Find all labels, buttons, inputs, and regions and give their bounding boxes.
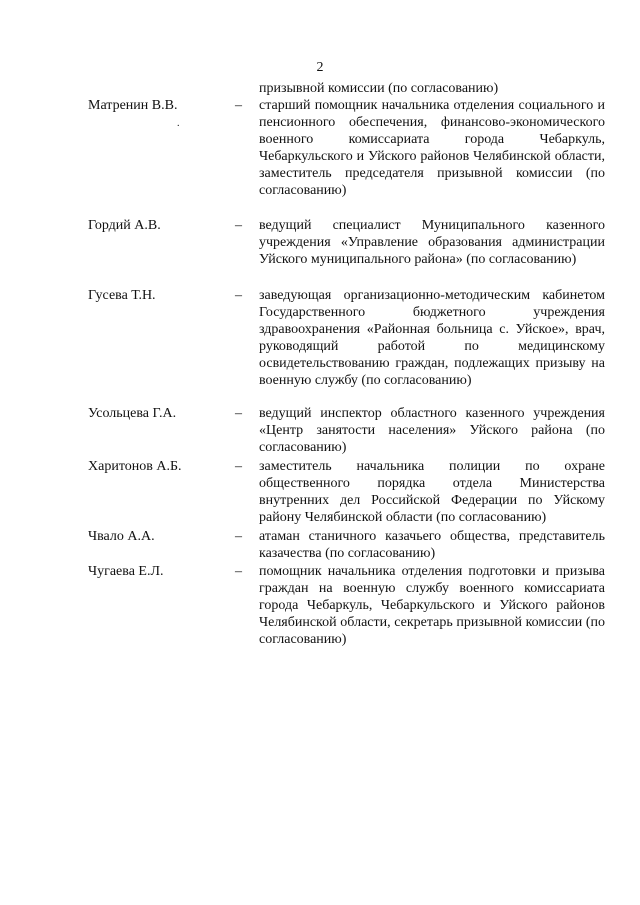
member-description: ведущий инспектор областного казенного учреждения «Центр занятости населения» Уйского района (по согласованию)	[259, 406, 605, 455]
member-name: Усольцева Г.А.	[88, 406, 177, 421]
member-description: заместитель начальника полиции по охране общественного порядка отдела Министерства внутренних дел Российской Федерации по Уйскому району Челябинской области (по согласованию)	[259, 459, 605, 525]
stray-dot: .	[177, 118, 180, 129]
member-name: Харитонов А.Б.	[88, 459, 182, 474]
member-description: старший помощник начальника отделения социального и пенсионного обеспечения, финансово-экономического военного комиссариата города Чебаркуль, Чебаркульского и Уйского районов Челябинской области, заместитель председателя призывной комиссии (по согласованию)	[259, 98, 605, 198]
member-name: Чугаева Е.Л.	[88, 564, 164, 579]
member-name: Матренин В.В.	[88, 98, 178, 113]
member-dash: –	[235, 564, 242, 579]
member-description: атаман станичного казачьего общества, представитель казачества (по согласованию)	[259, 529, 605, 561]
member-dash: –	[235, 98, 242, 113]
member-dash: –	[235, 406, 242, 421]
intro-text: призывной комиссии (по согласованию)	[259, 81, 499, 96]
member-dash: –	[235, 288, 242, 303]
member-dash: –	[235, 529, 242, 544]
member-dash: –	[235, 218, 242, 233]
page-number: 2	[316, 60, 324, 75]
member-description: заведующая организационно-методическим кабинетом Государственного бюджетного учреждения здравоохранения «Районная больница с. Уйское», врач, руководящий работой по медицинскому освидетельствованию граждан, подлежащих призыву на военную службу (по согласованию)	[259, 288, 605, 388]
member-description: ведущий специалист Муниципального казенного учреждения «Управление образования администрации Уйского муниципального района» (по согласованию)	[259, 218, 605, 267]
member-description: помощник начальника отделения подготовки и призыва граждан на военную службу военного комиссариата города Чебаркуль, Чебаркульского и Уйского районов Челябинской области, секретарь призывной комиссии (по согласованию)	[259, 564, 605, 647]
member-name: Гусева Т.Н.	[88, 288, 156, 303]
member-name: Чвало А.А.	[88, 529, 155, 544]
member-name: Гордий А.В.	[88, 218, 161, 233]
member-dash: –	[235, 459, 242, 474]
